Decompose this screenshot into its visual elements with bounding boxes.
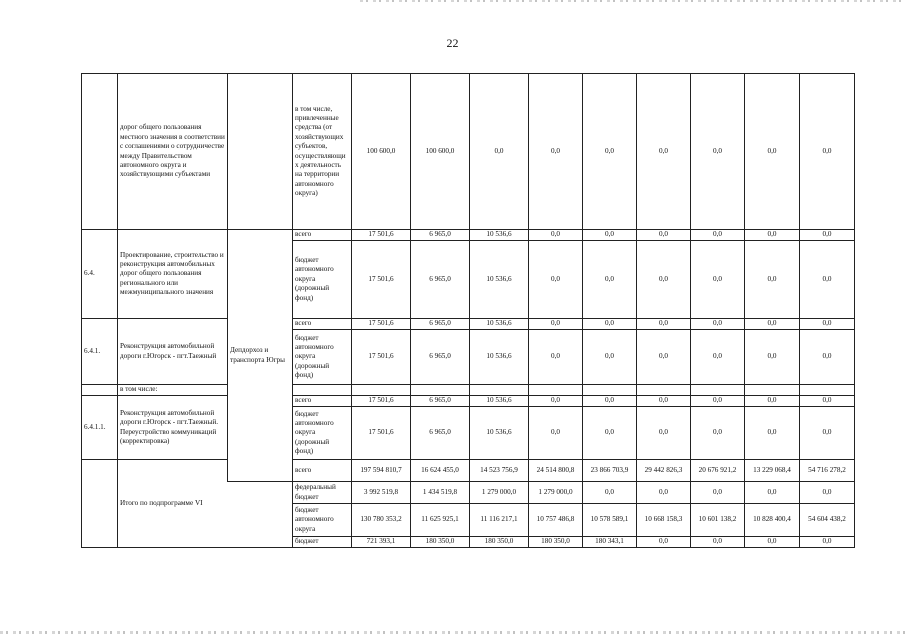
value-cell	[352, 385, 411, 396]
value-cell: 0,0	[745, 537, 800, 548]
value-cell: 0,0	[529, 396, 583, 407]
value-cell: 17 501,6	[352, 330, 411, 385]
value-cell: 0,0	[529, 74, 583, 230]
row-executor	[228, 74, 293, 230]
value-cell	[470, 385, 529, 396]
row-name: дорог общего пользования местного значения в соответствии с соглашениями о сотрудничестве между Правительством автономного округа и хозяйствующими субъектами	[118, 74, 228, 230]
value-cell: 0,0	[583, 74, 637, 230]
table-row	[82, 74, 855, 230]
table-row	[82, 460, 855, 482]
value-cell: 0,0	[691, 407, 745, 460]
value-cell: 20 676 921,2	[691, 460, 745, 482]
value-cell: 0,0	[800, 537, 855, 548]
value-cell: 17 501,6	[352, 407, 411, 460]
value-cell: 0,0	[529, 407, 583, 460]
value-cell: 0,0	[691, 482, 745, 504]
budget-table	[81, 73, 855, 548]
value-cell: 0,0	[529, 230, 583, 241]
table-row	[82, 319, 855, 330]
value-cell: 23 866 703,9	[583, 460, 637, 482]
value-cell: 11 625 925,1	[411, 504, 470, 537]
value-cell: 100 600,0	[352, 74, 411, 230]
value-cell: 0,0	[637, 407, 691, 460]
row-source	[293, 385, 352, 396]
value-cell: 6 965,0	[411, 241, 470, 319]
value-cell: 1 279 000,0	[470, 482, 529, 504]
value-cell: 10 757 486,8	[529, 504, 583, 537]
value-cell: 6 965,0	[411, 396, 470, 407]
row-code: 6.4.	[82, 230, 118, 319]
row-executor: Депдорхоз и транспорта Югры	[228, 230, 293, 482]
row-source: всего	[293, 230, 352, 241]
value-cell: 0,0	[691, 74, 745, 230]
row-code: 6.4.1.	[82, 319, 118, 385]
value-cell: 14 523 756,9	[470, 460, 529, 482]
value-cell: 54 604 438,2	[800, 504, 855, 537]
value-cell: 54 716 278,2	[800, 460, 855, 482]
value-cell: 0,0	[583, 482, 637, 504]
value-cell: 16 624 455,0	[411, 460, 470, 482]
value-cell: 721 393,1	[352, 537, 411, 548]
value-cell: 0,0	[470, 74, 529, 230]
value-cell: 0,0	[800, 482, 855, 504]
value-cell: 0,0	[745, 407, 800, 460]
value-cell: 10 536,6	[470, 319, 529, 330]
value-cell: 0,0	[637, 241, 691, 319]
value-cell: 0,0	[800, 74, 855, 230]
value-cell: 1 279 000,0	[529, 482, 583, 504]
value-cell	[637, 385, 691, 396]
value-cell: 0,0	[800, 330, 855, 385]
value-cell: 0,0	[745, 482, 800, 504]
value-cell: 10 536,6	[470, 396, 529, 407]
page-number: 22	[446, 36, 459, 50]
value-cell: 10 536,6	[470, 241, 529, 319]
value-cell: 0,0	[637, 396, 691, 407]
value-cell: 0,0	[691, 241, 745, 319]
row-source: всего	[293, 319, 352, 330]
value-cell: 6 965,0	[411, 330, 470, 385]
value-cell: 180 350,0	[470, 537, 529, 548]
value-cell	[583, 385, 637, 396]
value-cell: 0,0	[691, 396, 745, 407]
value-cell: 0,0	[745, 330, 800, 385]
row-source: бюджет	[293, 537, 352, 548]
value-cell: 0,0	[583, 330, 637, 385]
value-cell: 10 536,6	[470, 230, 529, 241]
value-cell: 17 501,6	[352, 396, 411, 407]
value-cell: 0,0	[691, 319, 745, 330]
value-cell: 0,0	[637, 537, 691, 548]
value-cell: 0,0	[637, 482, 691, 504]
row-name: Проектирование, строительство и реконструкция автомобильных дорог общего пользования регионального или межмуниципального значения	[118, 230, 228, 319]
value-cell	[529, 385, 583, 396]
value-cell: 180 350,0	[411, 537, 470, 548]
row-source: бюджет автономного округа (дорожный фонд)	[293, 330, 352, 385]
value-cell: 0,0	[800, 241, 855, 319]
value-cell: 10 536,6	[470, 407, 529, 460]
value-cell: 0,0	[745, 319, 800, 330]
value-cell: 13 229 068,4	[745, 460, 800, 482]
value-cell: 0,0	[800, 319, 855, 330]
value-cell: 0,0	[691, 330, 745, 385]
row-source: бюджет автономного округа (дорожный фонд)	[293, 407, 352, 460]
table-row	[82, 230, 855, 241]
value-cell: 0,0	[637, 74, 691, 230]
value-cell: 0,0	[745, 230, 800, 241]
value-cell: 0,0	[529, 241, 583, 319]
value-cell: 130 780 353,2	[352, 504, 411, 537]
value-cell: 17 501,6	[352, 230, 411, 241]
value-cell: 0,0	[583, 230, 637, 241]
table-row	[82, 385, 855, 396]
value-cell: 17 501,6	[352, 241, 411, 319]
value-cell: 10 668 158,3	[637, 504, 691, 537]
value-cell: 0,0	[800, 407, 855, 460]
value-cell: 10 578 589,1	[583, 504, 637, 537]
value-cell: 0,0	[583, 396, 637, 407]
value-cell: 197 594 810,7	[352, 460, 411, 482]
row-code	[82, 74, 118, 230]
value-cell: 0,0	[691, 230, 745, 241]
row-source: бюджет автономного округа	[293, 504, 352, 537]
value-cell	[745, 385, 800, 396]
value-cell: 0,0	[691, 537, 745, 548]
value-cell: 11 116 217,1	[470, 504, 529, 537]
row-name: Реконструкция автомобильной дороги г.Югорск - пгт.Таежный	[118, 319, 228, 385]
scan-artifact-top	[360, 0, 905, 2]
value-cell: 180 343,1	[583, 537, 637, 548]
value-cell: 180 350,0	[529, 537, 583, 548]
value-cell: 0,0	[745, 396, 800, 407]
value-cell: 6 965,0	[411, 319, 470, 330]
value-cell: 29 442 826,3	[637, 460, 691, 482]
value-cell: 0,0	[583, 407, 637, 460]
row-source: бюджет автономного округа (дорожный фонд)	[293, 241, 352, 319]
value-cell: 10 828 400,4	[745, 504, 800, 537]
row-source: в том числе, привлеченные средства (от хозяйствующих субъектов, осуществляющих деятельность на территории автономного округа)	[293, 74, 352, 230]
value-cell: 6 965,0	[411, 230, 470, 241]
value-cell: 0,0	[637, 319, 691, 330]
value-cell	[411, 385, 470, 396]
value-cell: 0,0	[637, 330, 691, 385]
value-cell: 0,0	[529, 319, 583, 330]
value-cell: 3 992 519,8	[352, 482, 411, 504]
value-cell	[691, 385, 745, 396]
row-source: федеральный бюджет	[293, 482, 352, 504]
row-source: всего	[293, 460, 352, 482]
value-cell: 6 965,0	[411, 407, 470, 460]
row-code	[82, 385, 118, 396]
value-cell: 10 601 138,2	[691, 504, 745, 537]
value-cell: 0,0	[637, 230, 691, 241]
value-cell: 24 514 800,8	[529, 460, 583, 482]
value-cell: 0,0	[529, 330, 583, 385]
value-cell: 1 434 519,8	[411, 482, 470, 504]
value-cell: 0,0	[745, 74, 800, 230]
value-cell	[800, 385, 855, 396]
row-source: всего	[293, 396, 352, 407]
value-cell: 0,0	[583, 319, 637, 330]
row-name: Реконструкция автомобильной дороги г.Югорск - пгт.Таежный. Переустройство коммуникаций (корректировка)	[118, 396, 228, 460]
value-cell: 0,0	[745, 241, 800, 319]
value-cell: 0,0	[800, 396, 855, 407]
value-cell: 100 600,0	[411, 74, 470, 230]
scan-artifact-bottom	[0, 631, 905, 634]
row-code	[82, 460, 118, 548]
value-cell: 10 536,6	[470, 330, 529, 385]
value-cell: 0,0	[583, 241, 637, 319]
row-name: в том числе:	[118, 385, 228, 396]
table-row	[82, 396, 855, 407]
total-label: Итого по подпрограмме VI	[118, 460, 293, 548]
value-cell: 17 501,6	[352, 319, 411, 330]
value-cell: 0,0	[800, 230, 855, 241]
row-code: 6.4.1.1.	[82, 396, 118, 460]
